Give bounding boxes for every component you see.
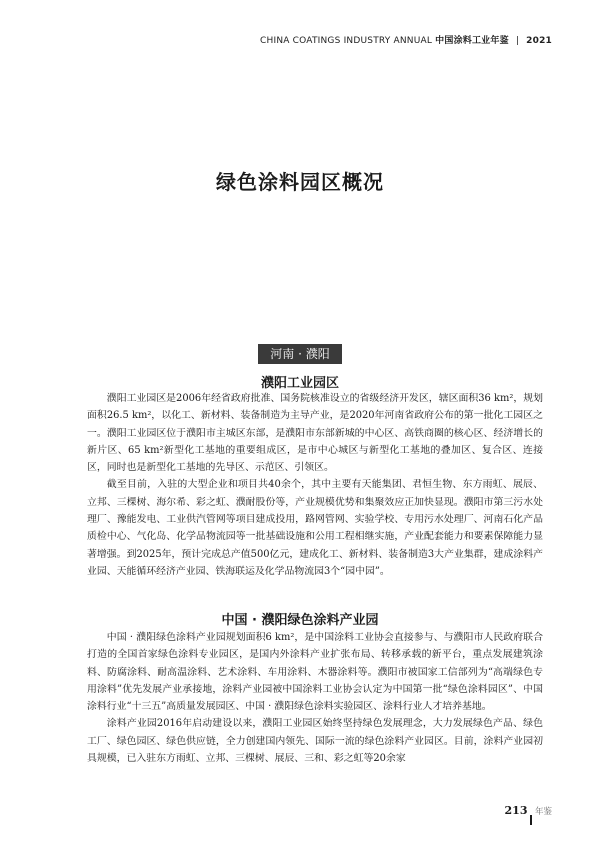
section-body-puyang-industrial-park [87, 390, 543, 580]
header-year: 2021 [526, 36, 552, 46]
section-body-green-coatings-park [87, 629, 543, 767]
page-footer [505, 804, 552, 825]
footer-label: 年鉴 [534, 807, 552, 817]
region-badge: 河南 · 濮阳 [258, 344, 342, 364]
footer-bar [530, 815, 532, 825]
paragraph: 中国 · 濮阳绿色涂料产业园规划面积6 km²，是中国涂料工业协会直接参与、与濮阳市人民政府联合打造的全国首家绿色涂料专业园区，是国内外涂料产业扩张布局、转移承载的新平台，重点发展建筑涂料、防腐涂料、耐高温涂料、艺术涂料、车用涂料、木器涂料等。濮阳市被国家工信部列为“高端绿色专用涂料”优先发展产业承接地，涂料产业园被中国涂料工业协会认定为中国第一批“绿色涂料园区”、中国涂料行业“十三五”高质量发展园区、中国 · 濮阳绿色涂料实验园区、涂料行业人才培养基地。 [87, 632, 543, 713]
annual-title-en: CHINA COATINGS INDUSTRY ANNUAL [260, 36, 433, 46]
paragraph: 涂料产业园2016年启动建设以来，濮阳工业园区始终坚持绿色发展理念，大力发展绿色产品、绿色工厂、绿色园区、绿色供应链，全力创建国内领先、国际一流的绿色涂料产业园区。目前，涂料产业园初具规模，已入驻东方雨虹、立邦、三棵树、展辰、三和、彩之虹等20余家 [87, 718, 543, 765]
page-title: 绿色涂料园区概况 [216, 170, 384, 194]
paragraph: 截至目前，入驻的大型企业和项目共40余个，其中主要有天能集团、君恒生物、东方雨虹、展辰、立邦、三棵树、海尔希、彩之虹、濮耐股份等，产业规模优势和集聚效应正加快显现。濮阳市第三污水处理厂、豫能发电、工业供汽管网等项目建成投用，路网管网、实验学校、专用污水处理厂、河南石化产品质检中心、气化岛、化学品物流园等一批基础设施和公用工程相继实施，产业配套能力和要素保障能力显著增强。到2025年，预计完成总产值500亿元，建成化工、新材料、装备制造3大产业集群，建成涂料产业园、天能循环经济产业园、铁海联运及化学品物流园3个“园中园”。 [87, 479, 543, 577]
running-header [260, 33, 552, 46]
section-title-puyang-industrial-park: 濮阳工业园区 [260, 376, 339, 391]
annual-title-cn: 中国涂料工业年鉴 [435, 36, 509, 46]
header-separator: | [515, 36, 520, 46]
section-title-green-coatings-park: 中国 · 濮阳绿色涂料产业园 [221, 613, 379, 628]
paragraph: 濮阳工业园区是2006年经省政府批准、国务院核准设立的省级经济开发区，辖区面积36 km²，规划面积26.5 km²，以化工、新材料、装备制造为主导产业，是2020年河南省政府公布的第一批化工园区之一。濮阳工业园区位于濮阳市主城区东部，是濮阳市东部新城的中心区、高铁商圈的核心区、经济增长的新片区、65 km²新型化工基地的重要组成区，是市中心城区与新型化工基地的叠加区、复合区、连接区，同时也是新型化工基地的先导区、示范区、引领区。 [87, 393, 543, 474]
page-number: 213 [504, 804, 528, 817]
